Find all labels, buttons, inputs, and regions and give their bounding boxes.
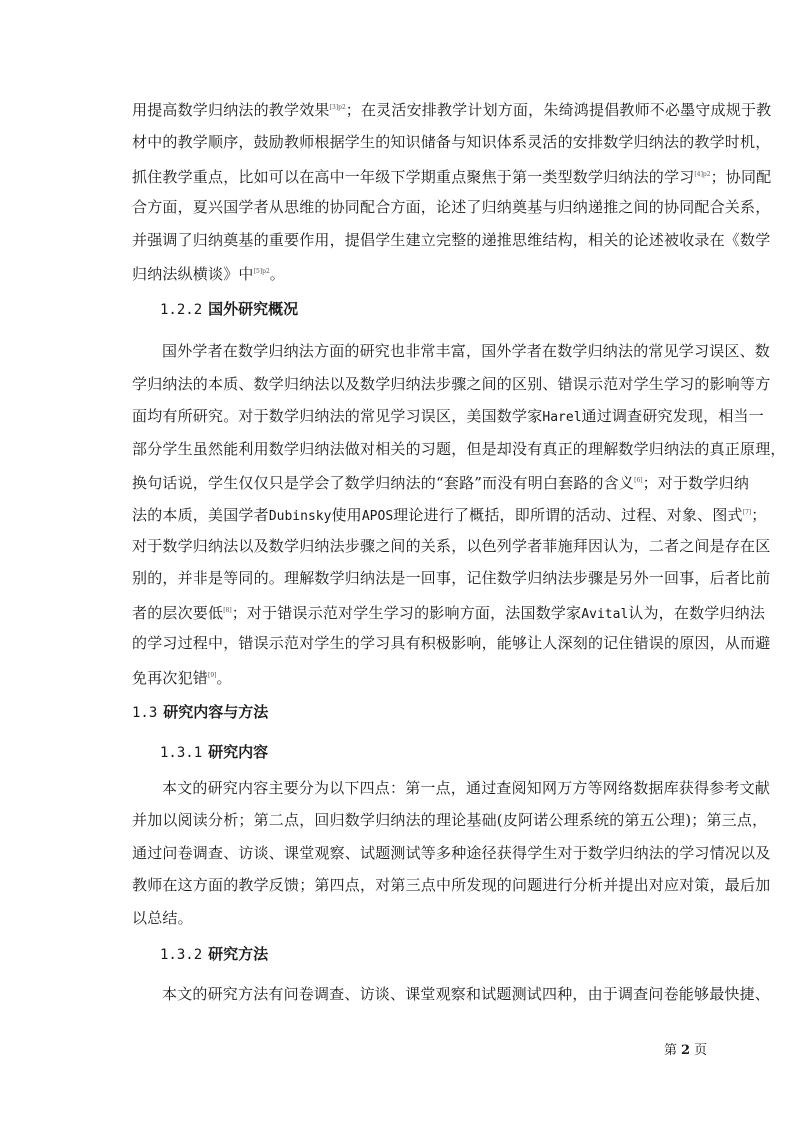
citation-marker: [3]p2 bbox=[329, 104, 346, 111]
body-line: 学归纳法的本质、数学归纳法以及数学归纳法步骤之间的区别、错误示范对学生学习的影响等方 bbox=[132, 375, 771, 393]
body-line: 本文的研究内容主要分为以下四点：第一点，通过查阅知网万方等网络数据库获得参考文献 bbox=[162, 779, 771, 797]
body-line: 通过问卷调查、访谈、课堂观察、试题测试等多种途径获得学生对于数学归纳法的学习情况以及 bbox=[132, 844, 771, 862]
body-line: 者的层次要低[8]；对于错误示范对学生学习的影响方面，法国数学家Avital认为，在数学归纳法 bbox=[132, 604, 766, 622]
body-line: 材中的教学顺序，鼓励教师根据学生的知识储备与知识体系灵活的安排数学归纳法的教学时机， bbox=[132, 133, 771, 151]
body-line: 并强调了归纳奠基的重要作用，提倡学生建立完整的递推思维结构，相关的论述被收录在《数学 bbox=[132, 231, 771, 249]
citation-marker: [9] bbox=[208, 672, 217, 679]
body-line: 部分学生虽然能利用数学归纳法做对相关的习题，但是却没有真正的理解数学归纳法的真正原理， bbox=[132, 440, 786, 458]
body-line: 本文的研究方法有问卷调查、访谈、课堂观察和试题测试四种，由于调查问卷能够最快捷、 bbox=[162, 985, 771, 1003]
body-line: 用提高数学归纳法的教学效果$^{[3]p2}$；在灵活安排教学计划方面，朱绮鸿提倡教师不必墨守成规于教 bbox=[132, 101, 772, 119]
body-line: 合方面，夏兴国学者从思维的协同配合方面，论述了归纳奠基与归纳递推之间的协同配合关系， bbox=[132, 198, 771, 216]
citation-marker: [4]p2 bbox=[694, 171, 711, 178]
body-line: 归纳法纵横谈》中$^{[5]p2}$。 bbox=[132, 265, 285, 283]
body-line: 教师在这方面的教学反馈；第四点，对第三点中所发现的问题进行分析并提出对应对策，最后加 bbox=[132, 876, 771, 894]
section-heading-1-3-1: 1.3.1 研究内容 bbox=[160, 743, 269, 761]
body-line: 法的本质，美国学者Dubinsky使用APOS理论进行了概括，即所谓的活动、过程、对象、图式[7]； bbox=[132, 506, 767, 524]
body-line: 的学习过程中，错误示范对学生的学习具有积极影响，能够让人深刻的记住错误的原因，从而避 bbox=[132, 634, 771, 652]
body-line: 换句话说，学生仅仅只是学会了数学归纳法的“套路”而没有明白套路的含义[6]；对于数学归纳 bbox=[132, 474, 750, 492]
body-line: 以总结。 bbox=[132, 909, 193, 927]
body-line: 抓住教学重点，比如可以在高中一年级下学期重点聚焦于第一类型数学归纳法的学习$^{[4]p2}$；协同配 bbox=[132, 168, 772, 186]
citation-marker: [7] bbox=[742, 509, 752, 516]
citation-marker: [8] bbox=[223, 607, 232, 614]
citation-marker: [6] bbox=[634, 477, 643, 484]
body-line: 并加以阅读分析；第二点，回归数学归纳法的理论基础(皮阿诺公理系统的第五公理)；第三点， bbox=[132, 811, 768, 829]
body-line: 国外学者在数学归纳法方面的研究也非常丰富，国外学者在数学归纳法的常见学习误区、数 bbox=[162, 342, 771, 360]
section-heading-1-2-2: 1.2.2 国外研究概况 bbox=[160, 300, 299, 318]
citation-marker: [5]p2 bbox=[253, 268, 270, 275]
body-line: 面均有所研究。对于数学归纳法的常见学习误区，美国数学家Harel通过调查研究发现，相当一 bbox=[132, 407, 764, 425]
body-line: 别的，并非是等同的。理解数学归纳法是一回事，记住数学归纳法步骤是另外一回事，后者比前 bbox=[132, 569, 771, 587]
body-line: 对于数学归纳法以及数学归纳法步骤之间的关系，以色列学者菲施拜因认为，二者之间是存在区 bbox=[132, 537, 771, 555]
section-heading-1-3-2: 1.3.2 研究方法 bbox=[160, 945, 269, 963]
section-heading-1-3: 1.3 研究内容与方法 bbox=[132, 703, 269, 721]
page-number: 第 2 页 bbox=[664, 1043, 708, 1058]
body-line: 免再次犯错[9]。 bbox=[132, 669, 232, 687]
